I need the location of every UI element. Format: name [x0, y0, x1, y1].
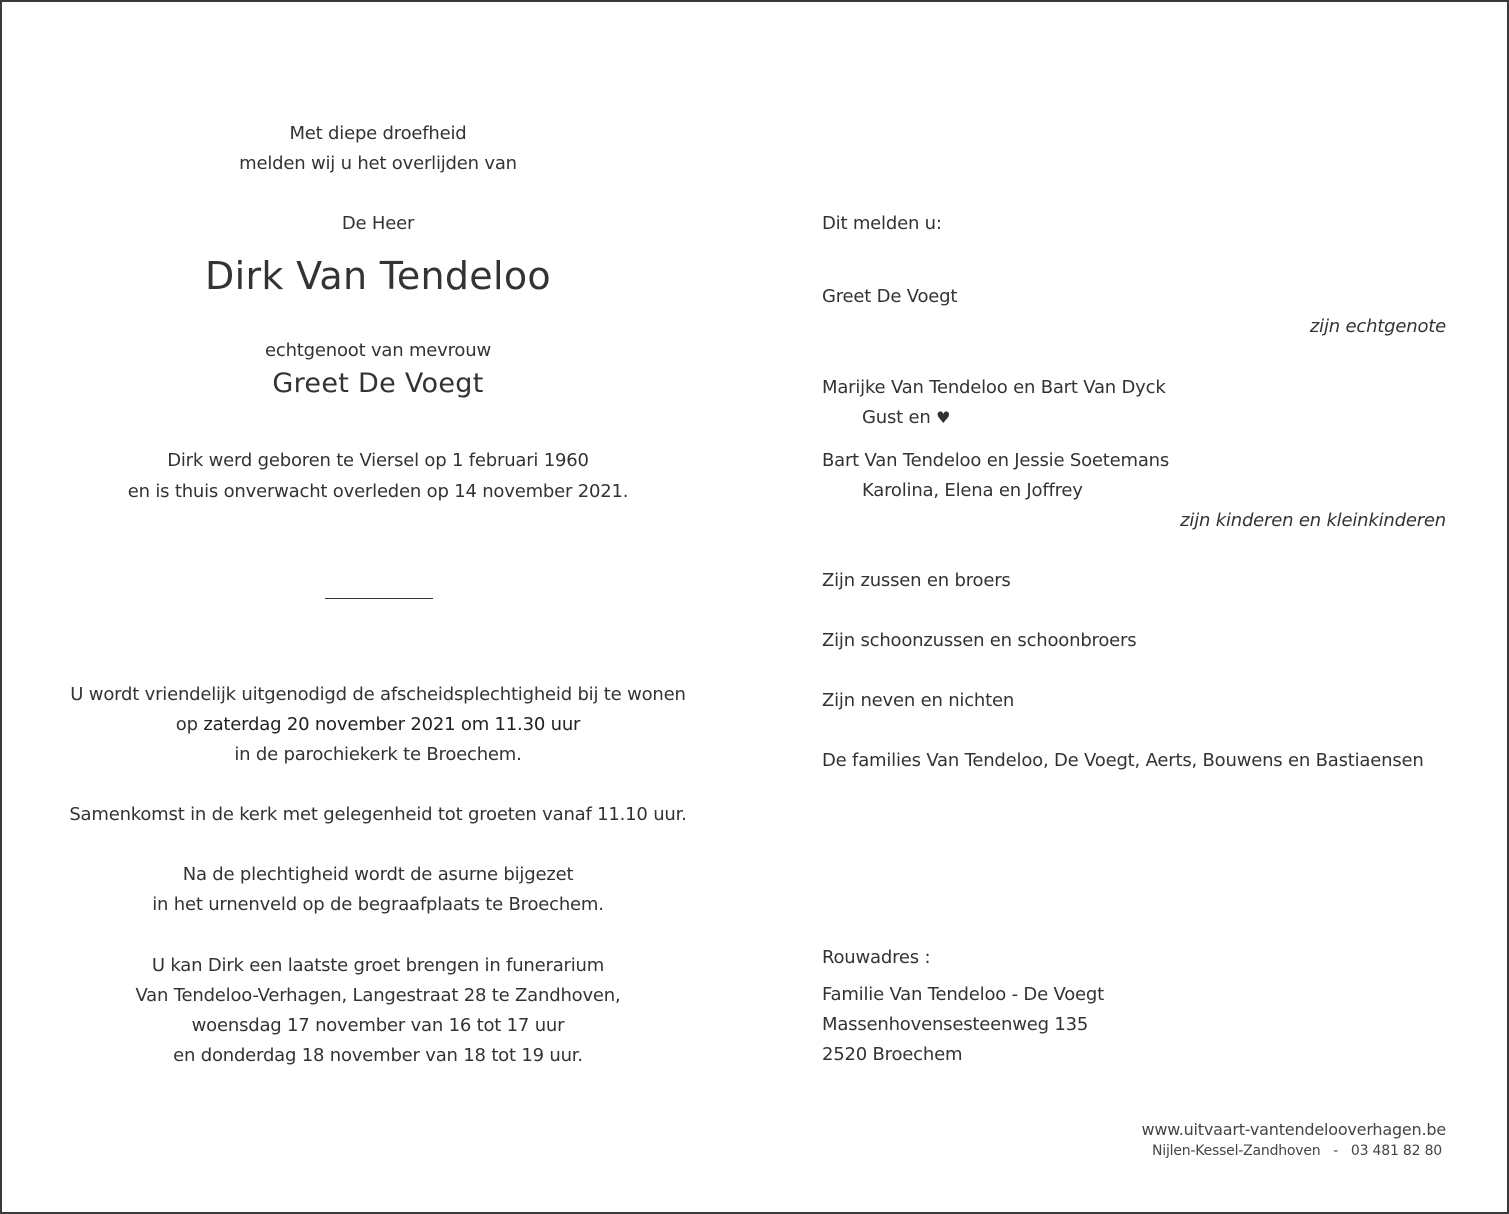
visit-line-3: woensdag 17 november van 16 tot 17 uur [191, 1015, 565, 1036]
funeral-home-website[interactable]: www.uitvaart-vantendelooverhagen.be [1141, 1120, 1446, 1139]
mourner-child-1: Marijke Van Tendeloo en Bart Van Dyck [822, 377, 1166, 398]
address-street: Massenhovensesteenweg 135 [822, 1014, 1089, 1035]
invite-line-3: in de parochiekerk te Broechem. [234, 744, 522, 765]
announce-heading: Dit melden u: [822, 213, 942, 234]
invite-op: op [175, 714, 198, 735]
invite-line-1: U wordt vriendelijk uitgenodigd de afscheidsplechtigheid bij te wonen [70, 684, 686, 705]
gathering-line: Samenkomst in de kerk met gelegenheid tot groeten vanaf 11.10 uur. [69, 804, 687, 825]
funeral-home-contact [1042, 1143, 1442, 1159]
grandchildren-1 [862, 408, 950, 428]
families: De families Van Tendeloo, De Voegt, Aerts, Bouwens en Bastiaensen [822, 750, 1424, 771]
urn-line-1: Na de plechtigheid wordt de asurne bijgezet [182, 864, 574, 885]
separator-line [325, 598, 433, 599]
birth-line: Dirk werd geboren te Viersel op 1 februari 1960 [167, 450, 589, 471]
spouse-intro: echtgenoot van mevrouw [265, 340, 491, 361]
heart-icon: ♥ [936, 408, 951, 427]
funeral-home-locations: Nijlen-Kessel-Zandhoven [1152, 1143, 1321, 1159]
visit-line-2: Van Tendeloo-Verhagen, Langestraat 28 te Zandhoven, [135, 985, 621, 1006]
cousins: Zijn neven en nichten [822, 690, 1015, 711]
visit-line-4: en donderdag 18 november van 18 tot 19 uur. [173, 1045, 583, 1066]
invite-line-2 [0, 715, 758, 735]
mourner-spouse: Greet De Voegt [822, 286, 958, 307]
intro-line-1: Met diepe droefheid [289, 123, 467, 144]
honorific: De Heer [341, 213, 415, 234]
death-line: en is thuis onverwacht overleden op 14 november 2021. [127, 481, 629, 502]
deceased-name: Dirk Van Tendeloo [205, 254, 551, 298]
urn-line-2: in het urnenveld op de begraafplaats te Broechem. [152, 894, 604, 915]
intro-line-2: melden wij u het overlijden van [239, 153, 517, 174]
invite-date: zaterdag 20 november 2021 om 11.30 uur [203, 714, 581, 735]
mourner-child-2: Bart Van Tendeloo en Jessie Soetemans [822, 450, 1170, 471]
contact-dash: - [1333, 1143, 1339, 1159]
grandchildren-1-text: Gust en [862, 407, 931, 428]
address-label: Rouwadres : [822, 947, 931, 968]
address-name: Familie Van Tendeloo - De Voegt [822, 984, 1104, 1005]
address-city: 2520 Broechem [822, 1044, 963, 1065]
siblings: Zijn zussen en broers [822, 570, 1011, 591]
grandchildren-2: Karolina, Elena en Joffrey [862, 480, 1083, 501]
children-role: zijn kinderen en kleinkinderen [1180, 510, 1446, 531]
funeral-home-phone: 03 481 82 80 [1350, 1143, 1442, 1159]
visit-line-1: U kan Dirk een laatste groet brengen in funerarium [151, 955, 605, 976]
spouse-name: Greet De Voegt [272, 368, 484, 399]
spouse-role: zijn echtgenote [1309, 316, 1446, 337]
in-laws: Zijn schoonzussen en schoonbroers [822, 630, 1137, 651]
